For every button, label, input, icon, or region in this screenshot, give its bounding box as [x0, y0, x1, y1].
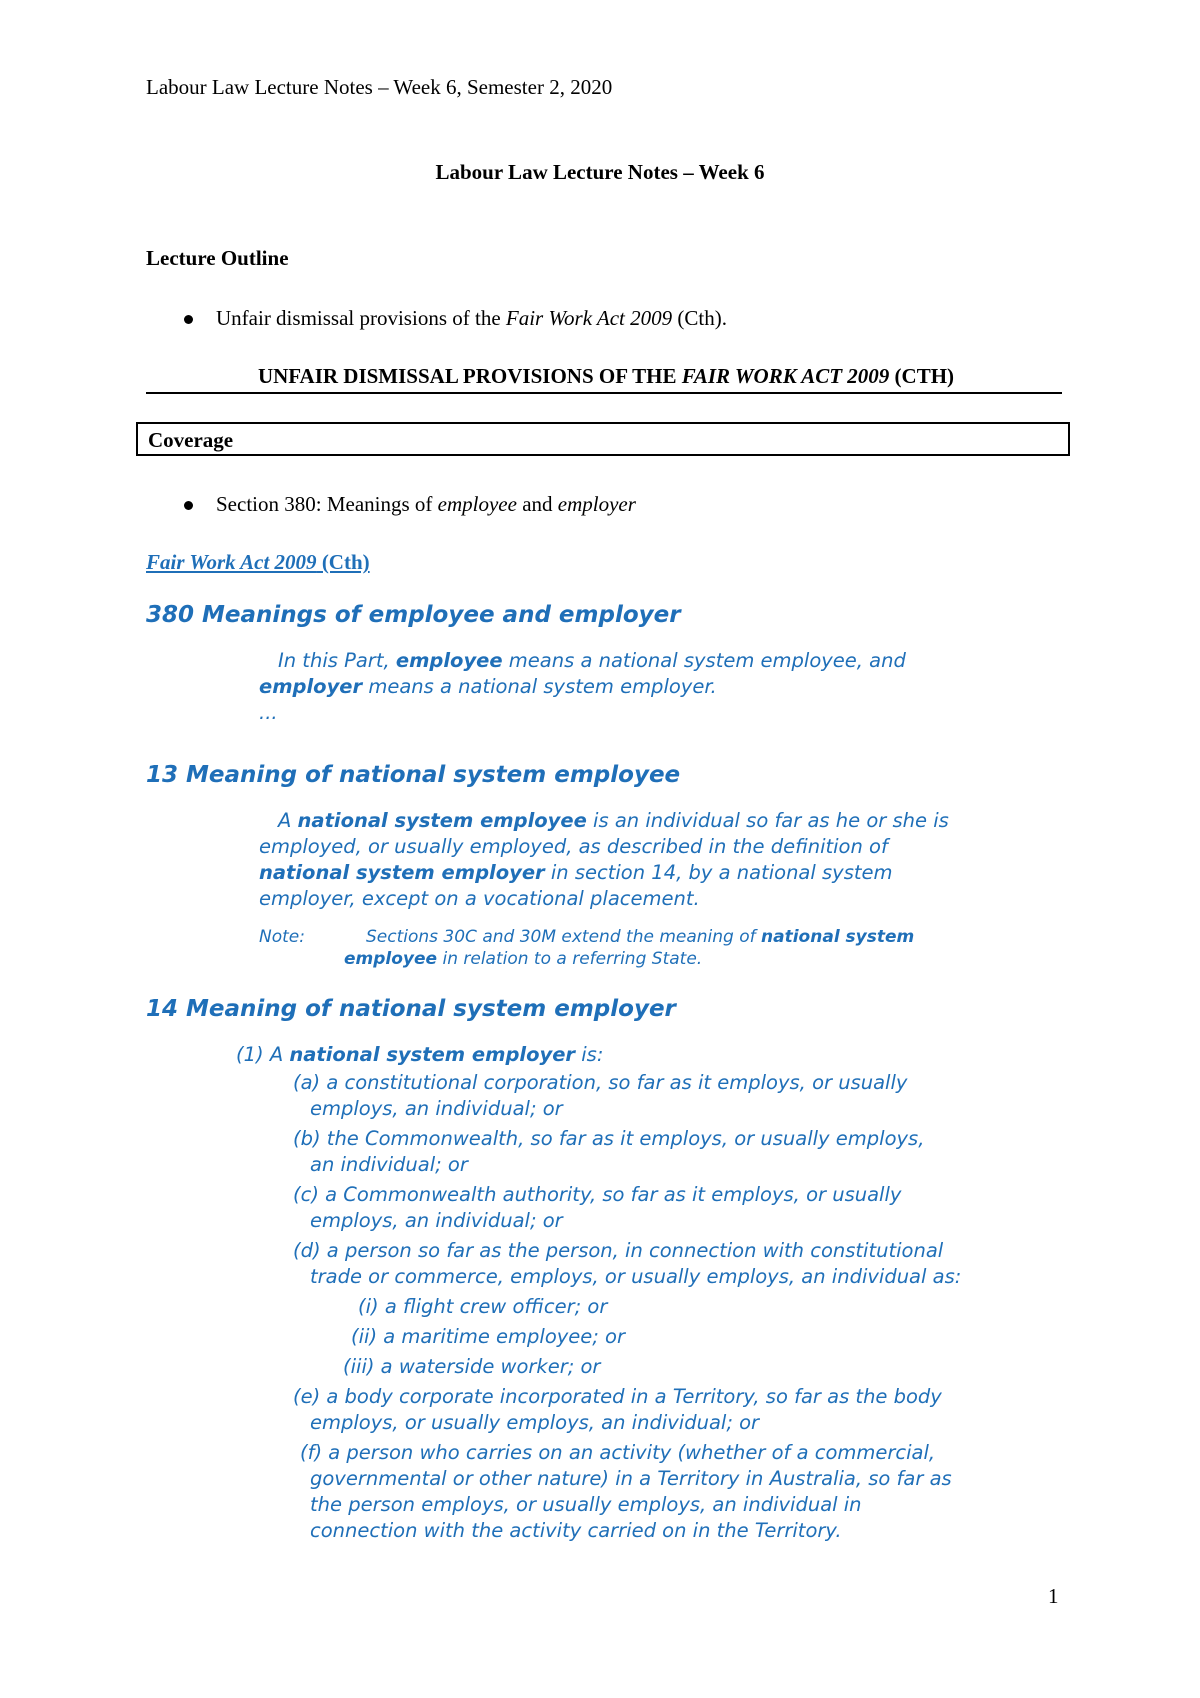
- s14-heading: 14 Meaning of national system employer: [146, 996, 676, 1022]
- s380-heading: 380 Meanings of employee and employer: [146, 602, 681, 628]
- s14-para-f-line-3: the person employs, or usually employs, an individual in: [310, 1493, 862, 1516]
- s14-para-d-line-2: trade or commerce, employs, or usually employs, an individual as:: [310, 1265, 962, 1288]
- s14-para-e-line-2: employs, or usually employs, an individual; or: [310, 1411, 760, 1434]
- act-link[interactable]: Fair Work Act 2009 (Cth): [146, 550, 370, 574]
- coverage-bullet-text: Section 380: Meanings of employee and employer: [216, 492, 636, 516]
- s14-para-b-line-2: an individual; or: [310, 1153, 468, 1176]
- lecture-outline-heading: Lecture Outline: [146, 246, 289, 270]
- s14-para-f-line-4: connection with the activity carried on in the Territory.: [310, 1519, 842, 1542]
- s14-para-c-line-2: employs, an individual; or: [310, 1209, 563, 1232]
- coverage-box: [136, 422, 1070, 456]
- s14-subpara-i: (i) a flight crew officer; or: [358, 1295, 608, 1318]
- s380-line-1: In this Part, employee means a national system employee, and: [278, 649, 906, 672]
- bullet-icon: [184, 501, 193, 510]
- s14-para-b-line-1: (b) the Commonwealth, so far as it employs, or usually employs,: [293, 1127, 925, 1150]
- s380-line-2: employer means a national system employer.: [259, 675, 717, 698]
- s13-heading: 13 Meaning of national system employee: [146, 762, 681, 788]
- s14-para-e-line-1: (e) a body corporate incorporated in a Territory, so far as the body: [293, 1385, 942, 1408]
- s380-ellipsis: ...: [259, 701, 278, 724]
- s13-line-2: employed, or usually employed, as described in the definition of: [259, 835, 888, 858]
- section-heading: UNFAIR DISMISSAL PROVISIONS OF THE FAIR WORK ACT 2009 (CTH): [257, 364, 955, 388]
- s14-para-d-line-1: (d) a person so far as the person, in connection with constitutional: [293, 1239, 944, 1262]
- outline-bullet-text: Unfair dismissal provisions of the Fair Work Act 2009 (Cth).: [216, 306, 727, 330]
- running-header: Labour Law Lecture Notes – Week 6, Semester 2, 2020: [146, 75, 613, 99]
- s13-line-4: employer, except on a vocational placement.: [259, 887, 700, 910]
- heading-underline-rule: [146, 392, 1062, 394]
- s13-note-line-1: Sections 30C and 30M extend the meaning of national system: [366, 927, 915, 947]
- s14-para-c-line-1: (c) a Commonwealth authority, so far as it employs, or usually: [293, 1183, 902, 1206]
- s14-para-f-line-1: (f) a person who carries on an activity (whether of a commercial,: [300, 1441, 936, 1464]
- coverage-label: Coverage: [148, 428, 234, 452]
- page-number: 1: [1048, 1584, 1059, 1608]
- s13-line-3: national system employer in section 14, by a national system: [259, 861, 893, 884]
- s14-subpara-ii: (ii) a maritime employee; or: [351, 1325, 625, 1348]
- s14-para-f-line-2: governmental or other nature) in a Territory in Australia, so far as: [310, 1467, 952, 1490]
- bullet-icon: [184, 315, 193, 324]
- s13-note-label: Note:: [259, 927, 305, 947]
- s14-subsection-1: (1) A national system employer is:: [236, 1043, 604, 1066]
- document-title: Labour Law Lecture Notes – Week 6: [435, 160, 765, 184]
- s14-para-a-line-2: employs, an individual; or: [310, 1097, 563, 1120]
- s14-subpara-iii: (iii) a waterside worker; or: [343, 1355, 601, 1378]
- s13-line-1: A national system employee is an individual so far as he or she is: [278, 809, 949, 832]
- s13-note-line-2: employee in relation to a referring State.: [344, 949, 703, 969]
- s14-para-a-line-1: (a) a constitutional corporation, so far as it employs, or usually: [293, 1071, 908, 1094]
